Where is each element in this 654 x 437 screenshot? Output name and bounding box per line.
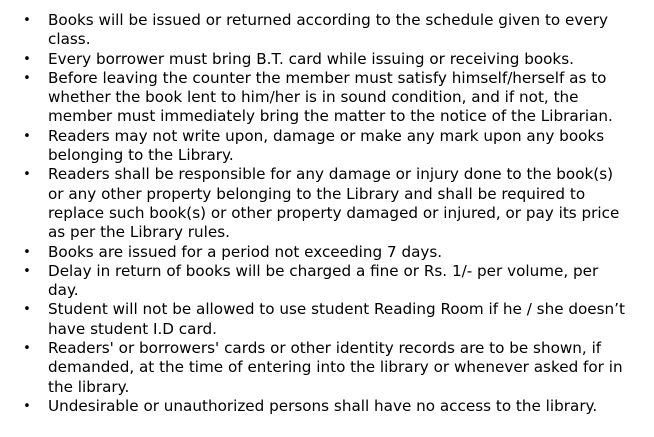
- library-rules-list: [0, 11, 654, 416]
- bullet-icon: •: [23, 51, 31, 67]
- rule-item: [0, 300, 654, 339]
- rule-text: Books will be issued or returned according to the schedule given to every class.: [48, 11, 608, 49]
- rule-text: Before leaving the counter the member must satisfy himself/herself as to whether the book lent to him/her is in sound condition, and if not, the member must immediately bring the matter to the notice of the Librarian.: [48, 68, 613, 126]
- rule-item: [0, 165, 654, 242]
- rule-text: Readers may not write upon, damage or make any mark upon any books belonging to the Library.: [48, 126, 605, 165]
- bullet-icon: •: [23, 398, 31, 414]
- bullet-icon: •: [23, 167, 31, 183]
- bullet-icon: •: [23, 128, 31, 144]
- bullet-icon: •: [23, 263, 31, 279]
- bullet-icon: •: [23, 341, 31, 357]
- rule-text: Delay in return of books will be charged a fine or Rs. 1/- per volume, per day.: [48, 261, 599, 300]
- rule-item: [0, 339, 654, 397]
- bullet-icon: •: [23, 244, 31, 260]
- bullet-icon: •: [23, 70, 31, 86]
- rule-item: [0, 262, 654, 301]
- bullet-icon: •: [23, 13, 31, 28]
- rule-text: Student will not be allowed to use student Reading Room if he / she doesn’t have student I.D card.: [48, 300, 625, 338]
- rule-text: Readers' or borrowers' cards or other identity records are to be shown, if demanded, at the time of entering into the library or whenever asked for in the library.: [48, 339, 623, 396]
- bullet-icon: •: [23, 302, 31, 318]
- rule-text: Every borrower must bring B.T. card while issuing or receiving books.: [48, 49, 574, 68]
- rule-item: [0, 69, 654, 127]
- rule-item: [0, 127, 654, 166]
- rule-text: Undesirable or unauthorized persons shall have no access to the library.: [48, 396, 598, 415]
- rule-item: [0, 11, 654, 50]
- rule-item: [0, 243, 654, 262]
- rule-item: [0, 50, 654, 69]
- rule-text: Readers shall be responsible for any damage or injury done to the book(s) or any other property belonging to the Library and shall be required to replace such book(s) or other property damaged or injured, or pay its price as per the Library rules.: [48, 165, 620, 242]
- rule-item: [0, 397, 654, 416]
- rule-text: Books are issued for a period not exceeding 7 days.: [48, 242, 443, 261]
